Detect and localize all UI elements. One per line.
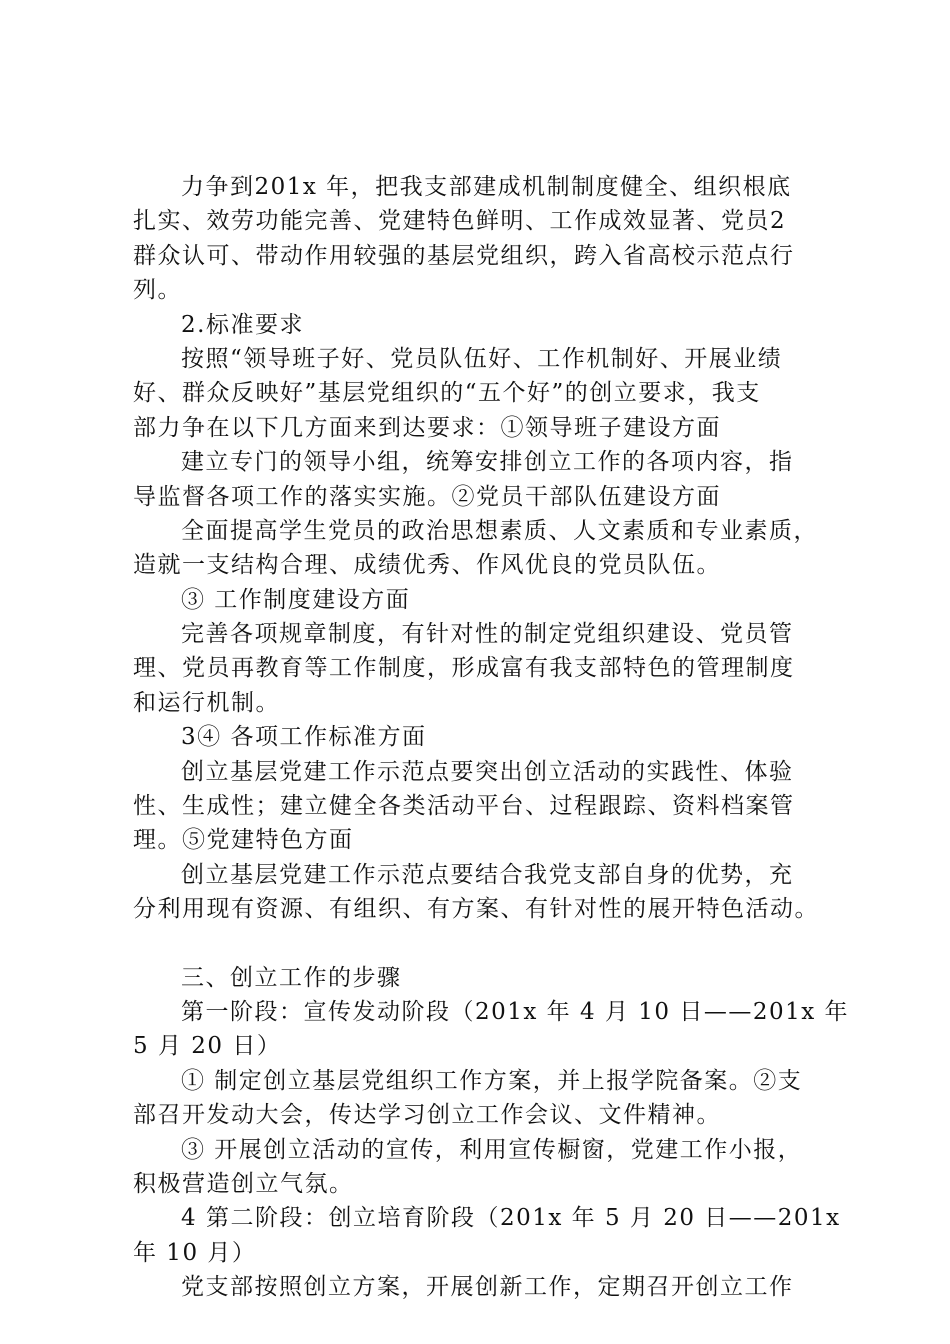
text-line: 好、群众反映好”基层党组织的“五个好”的创立要求，我支 <box>133 380 761 407</box>
text-line: 第一阶段：宣传发动阶段（201x 年 4 月 10 日——201x 年 <box>181 998 850 1025</box>
text-line: 创立基层党建工作示范点要突出创立活动的实践性、体验 <box>181 758 794 785</box>
text-line: 理、党员再教育等工作制度，形成富有我支部特色的管理制度 <box>133 655 795 682</box>
text-line: 理。⑤党建特色方面 <box>133 827 354 854</box>
text-line: 完善各项规章制度，有针对性的制定党组织建设、党员管 <box>181 621 794 648</box>
text-line: 部力争在以下几方面来到达要求：①领导班子建设方面 <box>133 414 721 441</box>
paragraph-gap <box>133 927 825 961</box>
text-line: 分利用现有资源、有组织、有方案、有针对性的展开特色活动。 <box>133 896 819 923</box>
text-line: 群众认可、带动作用较强的基层党组织，跨入省高校示范点行 <box>133 242 795 269</box>
text-line: 导监督各项工作的落实实施。②党员干部队伍建设方面 <box>133 483 721 510</box>
subsection-heading: 3④ 各项工作标准方面 <box>181 724 427 751</box>
text-line: 4 第二阶段：创立培育阶段（201x 年 5 月 20 日——201x <box>181 1205 841 1232</box>
text-line: 力争到201x 年，把我支部建成机制制度健全、组织根底 <box>181 174 792 200</box>
text-line: 扎实、效劳功能完善、党建特色鲜明、工作成效显著、党员2 <box>133 208 787 235</box>
subsection-heading: ③ 工作制度建设方面 <box>181 586 411 613</box>
text-line: 部召开发动大会，传达学习创立工作会议、文件精神。 <box>133 1102 721 1129</box>
text-line: 党支部按照创立方案，开展创新工作，定期召开创立工作 <box>181 1274 794 1301</box>
text-line: 5 月 20 日） <box>133 1033 282 1060</box>
text-line: 造就一支结构合理、成绩优秀、作风优良的党员队伍。 <box>133 552 721 579</box>
section-heading: 三、创立工作的步骤 <box>181 964 402 991</box>
text-line: 年 10 月） <box>133 1239 257 1266</box>
text-line: ③ 开展创立活动的宣传，利用宣传橱窗，党建工作小报， <box>181 1136 803 1163</box>
text-line: 和运行机制。 <box>133 689 280 716</box>
text-line: 全面提高学生党员的政治思想素质、人文素质和专业素质， <box>181 517 818 544</box>
text-line: 建立专门的领导小组，统筹安排创立工作的各项内容，指 <box>181 449 794 476</box>
text-line: 积极营造创立气氛。 <box>133 1170 354 1197</box>
section-heading: 2.标准要求 <box>181 311 304 338</box>
text-line: 创立基层党建工作示范点要结合我党支部自身的优势，充 <box>181 861 794 888</box>
text-line: ① 制定创立基层党组织工作方案，并上报学院备案。②支 <box>181 1067 803 1094</box>
text-line: 列。 <box>133 277 182 304</box>
text-line: 性、生成性；建立健全各类活动平台、过程跟踪、资料档案管 <box>133 793 795 820</box>
document-body <box>133 170 850 1305</box>
text-line: 按照“领导班子好、党员队伍好、工作机制好、开展业绩 <box>181 345 783 372</box>
